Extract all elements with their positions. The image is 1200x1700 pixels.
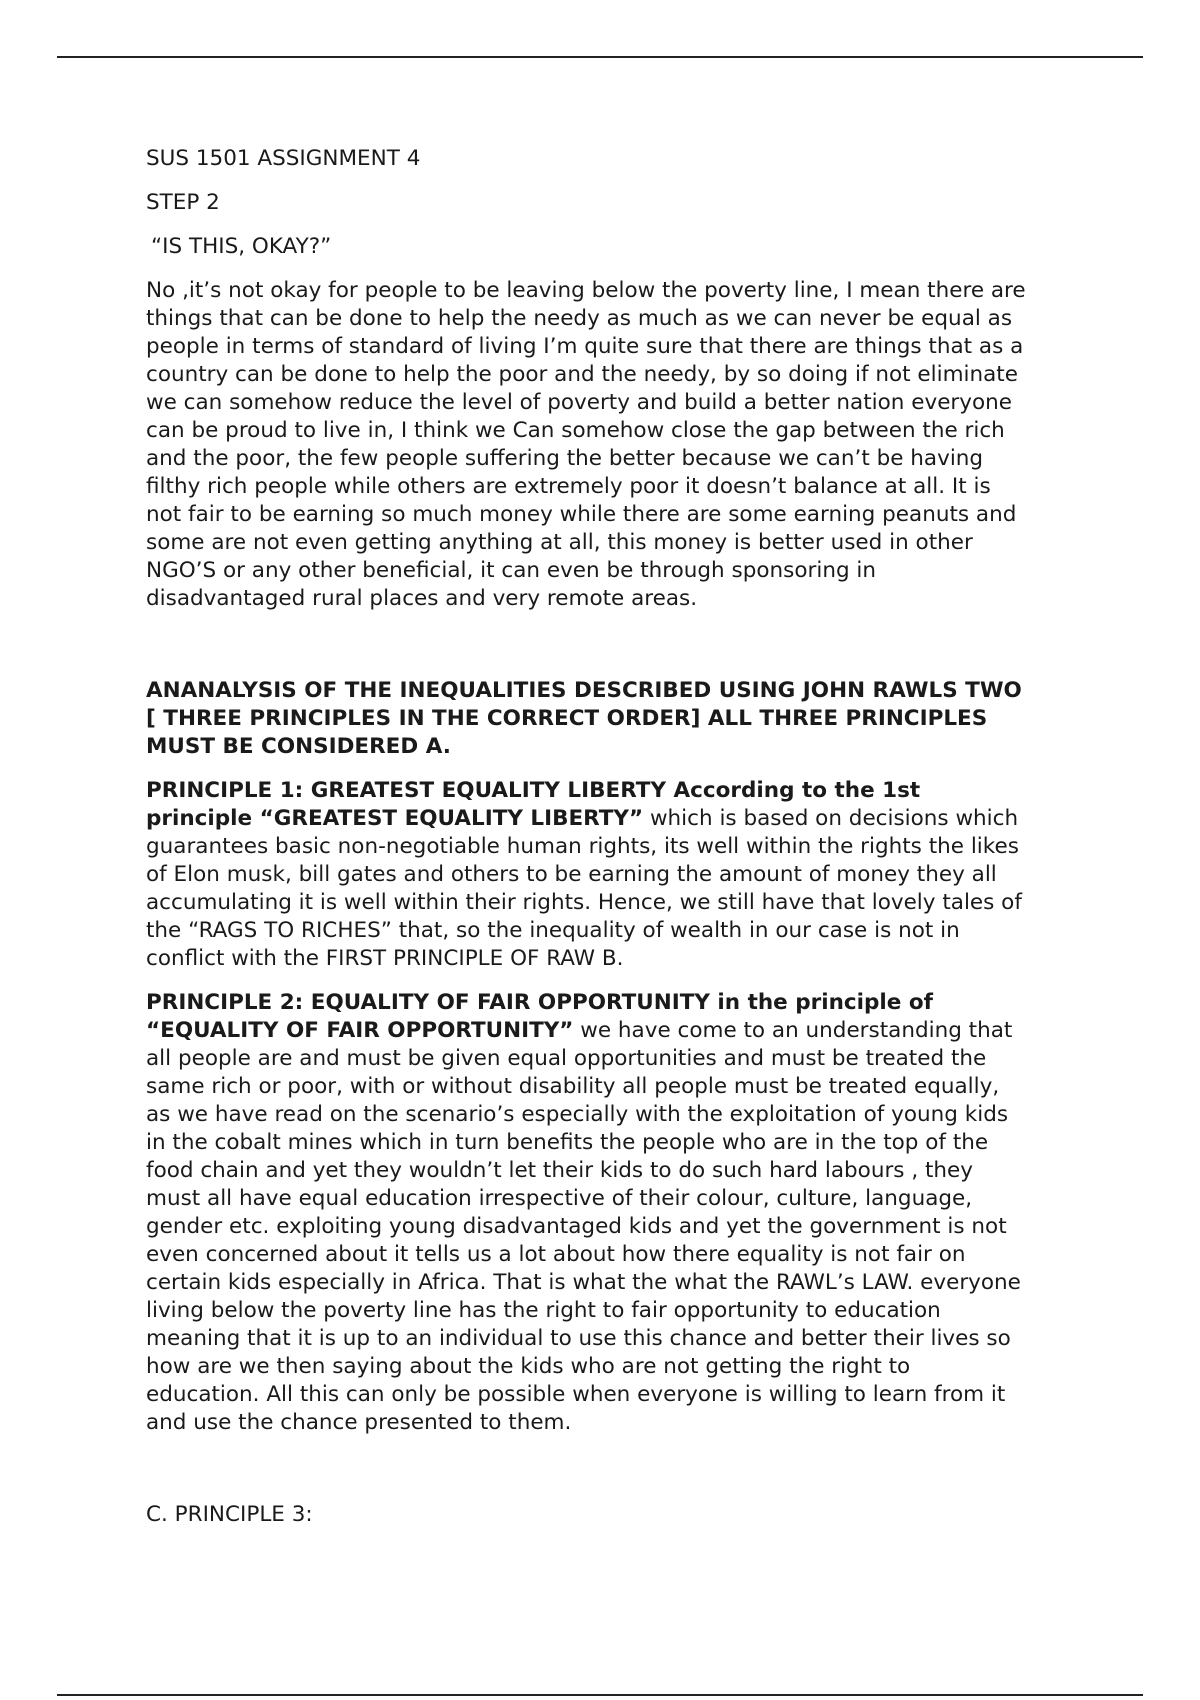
answer-line: NGO’S or any other beneficial, it can even be through sponsoring in bbox=[146, 558, 877, 583]
answer-line: things that can be done to help the needy as much as we can never be equal as bbox=[146, 306, 1013, 331]
principle-1-line: guarantees basic non-negotiable human rights, its well within the rights the likes bbox=[146, 834, 1019, 859]
principle-2-line: how are we then saying about the kids who are not getting the right to bbox=[146, 1354, 911, 1379]
principle-1-bold-term: principle “GREATEST EQUALITY LIBERTY” bbox=[146, 806, 644, 831]
principle-2-line: even concerned about it tells us a lot about how there equality is not fair on bbox=[146, 1242, 966, 1267]
principle-1-line: conflict with the FIRST PRINCIPLE OF RAW B. bbox=[146, 946, 624, 971]
principle-2-line: and use the chance presented to them. bbox=[146, 1410, 572, 1435]
document-body bbox=[146, 145, 1066, 1529]
principle-2-line: as we have read on the scenario’s especially with the exploitation of young kids bbox=[146, 1102, 1009, 1127]
principle-1-line: the “RAGS TO RICHES” that, so the inequality of wealth in our case is not in bbox=[146, 918, 960, 943]
principle-2-line bbox=[146, 1017, 1066, 1045]
principle-2-line: living below the poverty line has the right to fair opportunity to education bbox=[146, 1298, 941, 1323]
principle-2-line: certain kids especially in Africa. That is what the what the RAWL’s LAW. everyone bbox=[146, 1270, 1021, 1295]
principle-2-line: same rich or poor, with or without disability all people must be treated equally, bbox=[146, 1074, 1000, 1099]
answer-line: disadvantaged rural places and very remote areas. bbox=[146, 586, 698, 611]
principle-1-line bbox=[146, 805, 1066, 833]
document-title: SUS 1501 ASSIGNMENT 4 bbox=[146, 146, 421, 171]
answer-line: and the poor, the few people suffering the better because we can’t be having bbox=[146, 446, 984, 471]
answer-line: we can somehow reduce the level of poverty and build a better nation everyone bbox=[146, 390, 1012, 415]
principle-1-paragraph bbox=[146, 777, 1066, 973]
principle-2-bold-term: “EQUALITY OF FAIR OPPORTUNITY” bbox=[146, 1018, 574, 1043]
answer-line: filthy rich people while others are extremely poor it doesn’t balance at all. It is bbox=[146, 474, 991, 499]
analysis-heading-line: ANANALYSIS OF THE INEQUALITIES DESCRIBED USING JOHN RAWLS TWO bbox=[146, 678, 1022, 703]
answer-paragraph bbox=[146, 277, 1066, 613]
principle-2-line: gender etc. exploiting young disadvantaged kids and yet the government is not bbox=[146, 1214, 1007, 1239]
principle-2-text: we have come to an understanding that bbox=[573, 1018, 1013, 1043]
answer-line: people in terms of standard of living I’m quite sure that there are things that as a bbox=[146, 334, 1024, 359]
answer-line: country can be done to help the poor and the needy, by so doing if not eliminate bbox=[146, 362, 1018, 387]
principle-2-paragraph bbox=[146, 989, 1066, 1437]
top-rule bbox=[57, 56, 1143, 58]
answer-line: No ,it’s not okay for people to be leaving below the poverty line, I mean there are bbox=[146, 278, 1026, 303]
analysis-heading-line: MUST BE CONSIDERED A. bbox=[146, 734, 451, 759]
principle-2-line: all people are and must be given equal opportunities and must be treated the bbox=[146, 1046, 987, 1071]
principle-1-text: which is based on decisions which bbox=[643, 806, 1019, 831]
principle-2-line: must all have equal education irrespective of their colour, culture, language, bbox=[146, 1186, 973, 1211]
principle-2-line: meaning that it is up to an individual to use this chance and better their lives so bbox=[146, 1326, 1011, 1351]
principle-3-label: C. PRINCIPLE 3: bbox=[146, 1502, 313, 1527]
question-heading: “IS THIS, OKAY?” bbox=[151, 234, 332, 259]
principle-1-line: accumulating it is well within their rights. Hence, we still have that lovely tales of bbox=[146, 890, 1022, 915]
principle-1-heading: PRINCIPLE 1: GREATEST EQUALITY LIBERTY According to the 1st bbox=[146, 778, 921, 803]
analysis-heading-line: [ THREE PRINCIPLES IN THE CORRECT ORDER] ALL THREE PRINCIPLES bbox=[146, 706, 988, 731]
bottom-rule bbox=[57, 1694, 1143, 1696]
answer-line: some are not even getting anything at all, this money is better used in other bbox=[146, 530, 973, 555]
answer-line: can be proud to live in, I think we Can somehow close the gap between the rich bbox=[146, 418, 1005, 443]
principle-2-line: education. All this can only be possible when everyone is willing to learn from it bbox=[146, 1382, 1006, 1407]
step-label: STEP 2 bbox=[146, 190, 220, 215]
analysis-heading bbox=[146, 677, 1066, 761]
principle-1-line: of Elon musk, bill gates and others to be earning the amount of money they all bbox=[146, 862, 997, 887]
answer-line: not fair to be earning so much money while there are some earning peanuts and bbox=[146, 502, 1017, 527]
principle-2-line: in the cobalt mines which in turn benefits the people who are in the top of the bbox=[146, 1130, 989, 1155]
principle-2-line: food chain and yet they wouldn’t let their kids to do such hard labours , they bbox=[146, 1158, 974, 1183]
principle-2-heading: PRINCIPLE 2: EQUALITY OF FAIR OPPORTUNITY in the principle of bbox=[146, 990, 933, 1015]
